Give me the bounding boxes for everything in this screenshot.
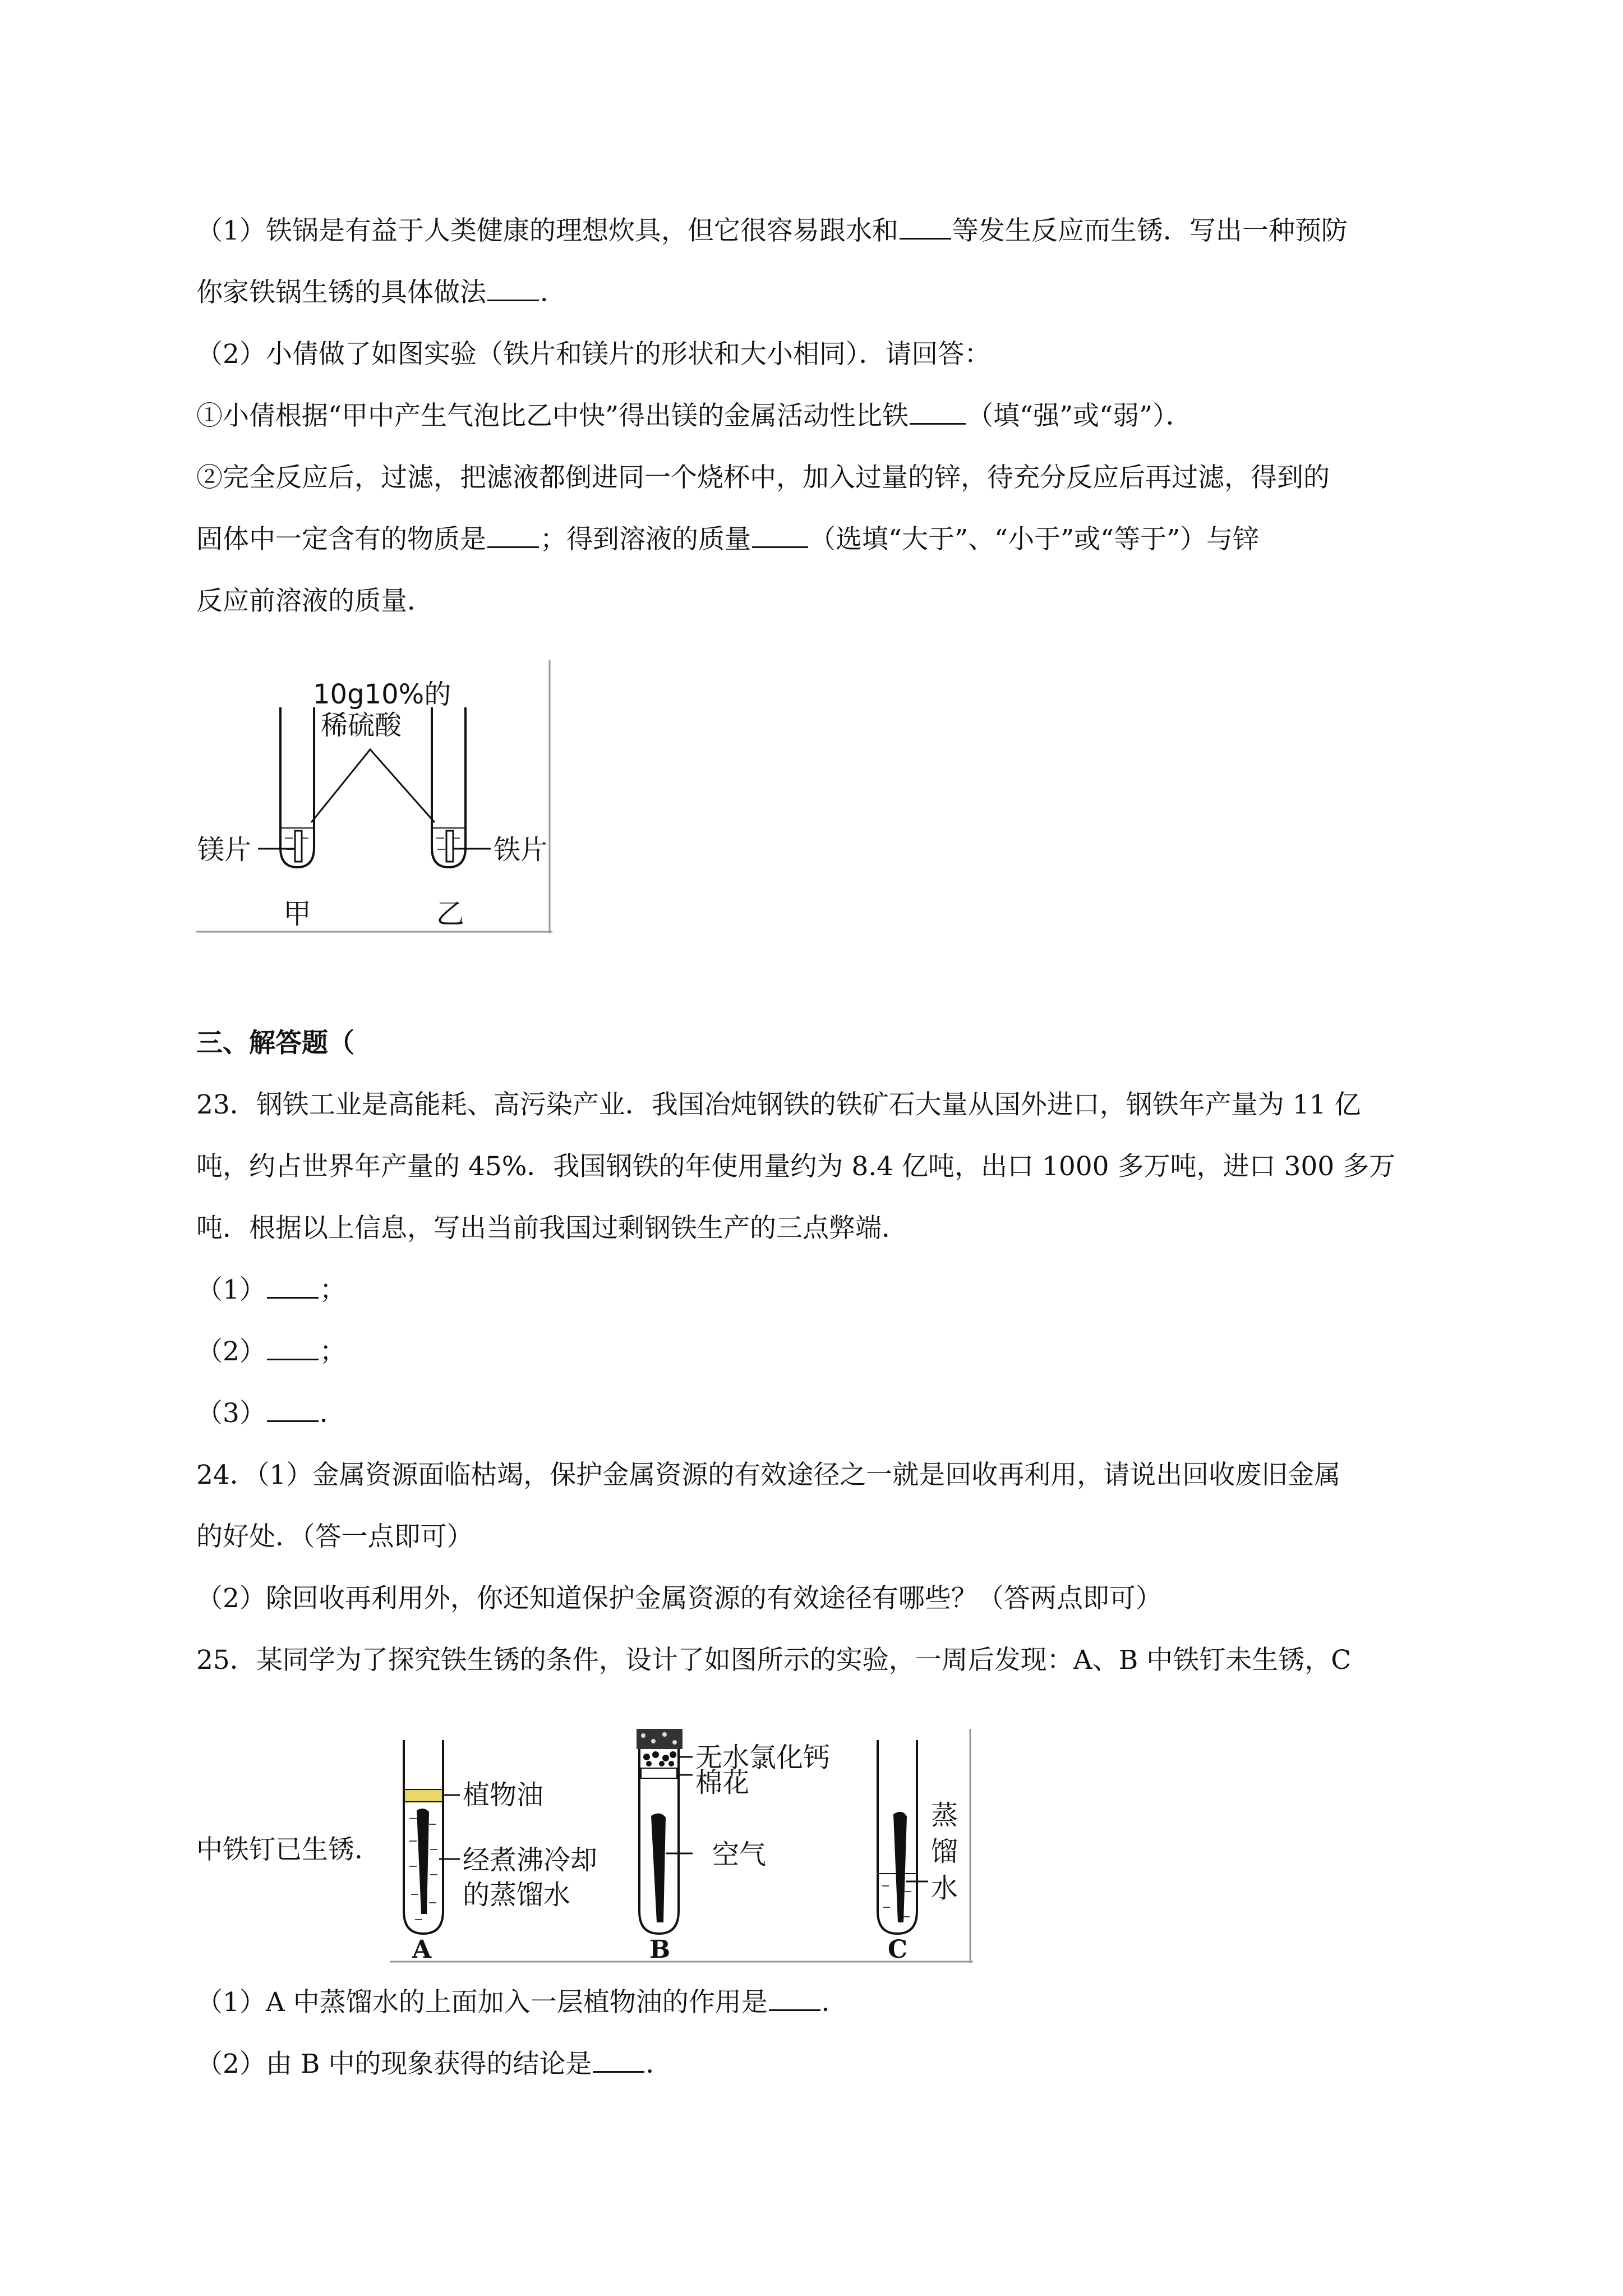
- text: 你家铁锅生锈的具体做法: [196, 277, 486, 308]
- tube-c-label: C: [888, 1935, 908, 1964]
- text: （1）A 中蒸馏水的上面加入一层植物油的作用是: [196, 1987, 768, 2018]
- q24-line2: 的好处．（答一点即可）: [196, 1521, 473, 1552]
- experiment-figure-nails: [390, 1729, 973, 1964]
- answer-blank[interactable]: [910, 399, 966, 425]
- answer-blank[interactable]: [487, 523, 539, 548]
- oil-layer: [405, 1789, 442, 1802]
- q23-line1: 23．钢铁工业是高能耗、高污染产业．我国冶炖钢铁的铁矿石大量从国外进口，钢铁年产量为 11 亿: [196, 1089, 1361, 1120]
- acid-label-line1: 10g10%的: [313, 679, 451, 710]
- label-oil: 植物油: [463, 1779, 544, 1811]
- answer-blank[interactable]: [752, 523, 808, 548]
- text: ．: [645, 2049, 672, 2079]
- text: （选填“大于”、“小于”或“等于”）与锌: [809, 524, 1260, 555]
- q1-part2-sub1: [196, 399, 1192, 433]
- cacl2-granules: [643, 1751, 676, 1766]
- right-tube-label: 乙: [436, 898, 464, 930]
- experiment-figure-tubes: [196, 660, 552, 933]
- label-cotton: 棉花: [695, 1767, 750, 1798]
- label-distilled-2: 馏: [931, 1836, 958, 1867]
- answer-blank[interactable]: [593, 2047, 644, 2073]
- text: （2）由 B 中的现象获得的结论是: [196, 2049, 592, 2079]
- text: （2）: [196, 1336, 266, 1367]
- label-boiled-water-1: 经煮沸冷却: [463, 1844, 598, 1876]
- label-cacl2: 无水氯化钙: [695, 1742, 831, 1773]
- text: ；: [319, 1274, 346, 1305]
- section-heading: 三、解答题（: [196, 1028, 354, 1059]
- answer-blank[interactable]: [769, 1986, 820, 2011]
- q24-line3: （2）除回收再利用外，你还知道保护金属资源的有效途径有哪些？（答两点即可）: [196, 1583, 1162, 1614]
- q1-part1-line1: [196, 214, 1348, 248]
- answer-blank[interactable]: [267, 1335, 319, 1360]
- answer-blank[interactable]: [900, 214, 951, 240]
- q25-line1: 25．某同学为了探究铁生锈的条件，设计了如图所示的实验，一周后发现：A、B 中铁钉未生锈，C: [196, 1645, 1352, 1676]
- tube-a-label: A: [412, 1935, 432, 1964]
- text: （1）: [196, 1274, 266, 1305]
- q1-part2-sub2-line2: [196, 523, 1259, 556]
- text: （3）: [196, 1398, 266, 1429]
- text: 固体中一定含有的物质是: [196, 524, 486, 555]
- stopper: [637, 1729, 683, 1749]
- nail-a: [417, 1809, 429, 1914]
- answer-blank[interactable]: [267, 1273, 319, 1299]
- text: ；得到溶液的质量: [540, 524, 751, 555]
- answer-blank[interactable]: [267, 1397, 319, 1422]
- q23-answer-1: [196, 1273, 346, 1307]
- q1-part2: （2）小倩做了如图实验（铁片和镁片的形状和大小相同）．请回答：: [196, 339, 991, 370]
- right-strip-label: 铁片: [494, 834, 548, 866]
- iron-strip: [446, 831, 453, 862]
- left-tube-label: 甲: [283, 898, 311, 930]
- tube-b-label: B: [649, 1935, 671, 1964]
- label-pointer-lines: [311, 749, 435, 822]
- acid-label-line2: 稀硫酸: [321, 710, 402, 741]
- q25-answer-1: [196, 1986, 848, 2019]
- q1-part1-line2: [196, 276, 566, 310]
- text: ．: [319, 1398, 346, 1429]
- text: 等发生反应而生锈．写出一种预防: [952, 215, 1348, 246]
- text: （填“强”或“弱”）．: [967, 401, 1192, 431]
- q25-answer-2: [196, 2047, 672, 2081]
- answer-blank[interactable]: [487, 276, 539, 301]
- nail-b: [651, 1814, 666, 1922]
- q1-part2-sub2-line1: ②完全反应后，过滤，把滤液都倒进同一个烧杯中，加入过量的锌，待充分反应后再过滤，得到的: [196, 462, 1330, 493]
- text: ．: [821, 1987, 848, 2018]
- q23-line3: 吨．根据以上信息，写出当前我国过剩钢铁生产的三点弊端．: [196, 1213, 908, 1244]
- cotton: [641, 1768, 677, 1778]
- q25-inline-text: 中铁钉已生锈．: [196, 1834, 381, 1865]
- tubes-diagram: [196, 660, 552, 933]
- label-boiled-water-2: 的蒸馏水: [463, 1879, 571, 1911]
- text: ．: [540, 277, 566, 308]
- q23-line2: 吨，约占世界年产量的 45%．我国钢铁的年使用量约为 8.4 亿吨，出口 1000 多万吨，进口 300 多万: [196, 1151, 1396, 1182]
- left-strip-label: 镁片: [197, 834, 252, 866]
- magnesium-strip: [295, 831, 302, 862]
- q24-line1: 24．（1）金属资源面临枯竭，保护金属资源的有效途径之一就是回收再利用，请说出回收废旧金属: [196, 1460, 1341, 1490]
- q23-answer-3: [196, 1397, 346, 1430]
- nail-c: [893, 1812, 907, 1922]
- text: ①小倩根据“甲中产生气泡比乙中快”得出镁的金属活动性比铁: [196, 401, 909, 431]
- q1-part2-sub2-line3: 反应前溶液的质量．: [196, 586, 434, 616]
- label-distilled-1: 蒸: [931, 1800, 958, 1831]
- text: （1）铁锅是有益于人类健康的理想炊具，但它很容易跟水和: [196, 215, 898, 246]
- text: ；: [319, 1336, 346, 1367]
- label-distilled-3: 水: [931, 1872, 958, 1904]
- nails-diagram: [390, 1729, 973, 1964]
- q23-answer-2: [196, 1335, 346, 1369]
- label-air: 空气: [712, 1839, 767, 1870]
